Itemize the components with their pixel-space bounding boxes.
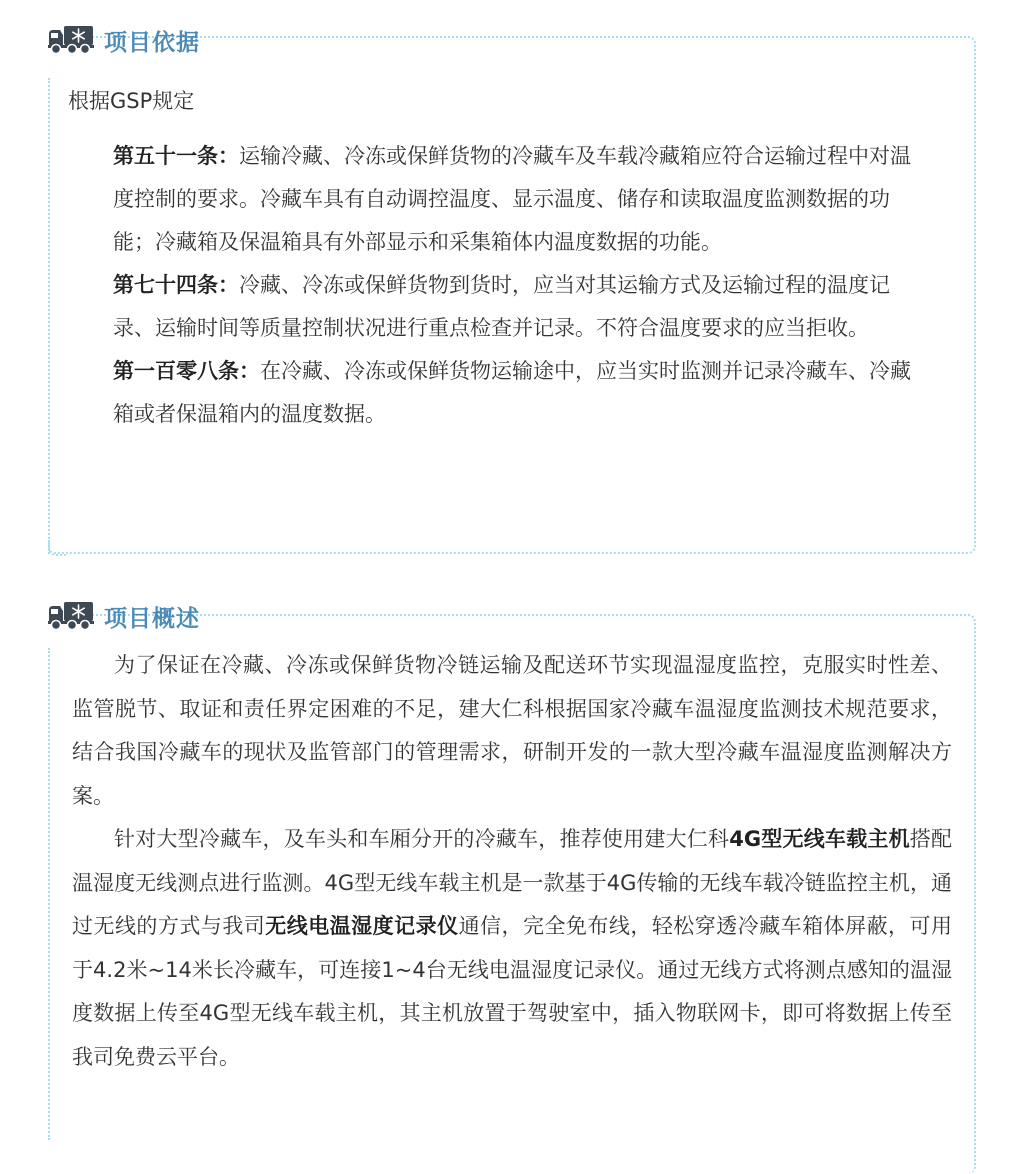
overview-paragraph-1: 为了保证在冷藏、冷冻或保鲜货物冷链运输及配送环节实现温湿度监控，克服实时性差、监管脱节、取证和责任界定困难的不足，建大仁科根据国家冷藏车温湿度监测技术规范要求，结合我国冷藏车的现状及监管部门的管理需求，研制开发的一款大型冷藏车温湿度监测解决方案。: [72, 653, 952, 808]
article-label: 第七十四条：: [113, 273, 239, 297]
article-108: [113, 350, 923, 436]
product-name-host: 4G型无线车载主机: [729, 827, 910, 851]
section-border-left: [48, 78, 50, 554]
section-project-overview: [0, 578, 1028, 1140]
article-label: 第一百零八条：: [113, 359, 260, 383]
section-project-basis: [0, 0, 1028, 560]
section-header: [48, 598, 200, 634]
section-border-left: [48, 648, 50, 1140]
article-74: [113, 264, 923, 350]
section-border-corner: [48, 540, 66, 556]
section-header: [48, 22, 200, 58]
section-title: 项目概述: [104, 605, 200, 632]
paragraph-text: 针对大型冷藏车，及车头和车厢分开的冷藏车，推荐使用建大仁科: [114, 827, 730, 851]
article-list: [113, 135, 923, 436]
product-name-recorder: 无线电温湿度记录仪: [265, 914, 459, 938]
article-text: 在冷藏、冷冻或保鲜货物运输途中，应当实时监测并记录冷藏车、冷藏箱或者保温箱内的温度数据。: [113, 359, 911, 426]
article-51: [113, 135, 923, 264]
refrigerated-truck-icon: [48, 25, 94, 55]
lead-text: 根据GSP规定: [68, 89, 195, 113]
section-title: 项目依据: [104, 29, 200, 56]
article-label: 第五十一条：: [113, 144, 239, 168]
refrigerated-truck-icon: [48, 601, 94, 631]
overview-paragraph-2: [72, 818, 952, 1079]
overview-body: [72, 644, 952, 1079]
article-text: 运输冷藏、冷冻或保鲜货物的冷藏车及车载冷藏箱应符合运输过程中对温度控制的要求。冷藏车具有自动调控温度、显示温度、储存和读取温度监测数据的功能；冷藏箱及保温箱具有外部显示和采集箱体内温度数据的功能。: [113, 144, 911, 254]
paragraph-text: 通信，完全免布线，轻松穿透冷藏车箱体屏蔽，可用于4.2米~14米长冷藏车，可连接1~4台无线电温湿度记录仪。通过无线方式将测点感知的温湿度数据上传至4G型无线车载主机，其主机放置于驾驶室中，插入物联网卡，即可将数据上传至我司免费云平台。: [72, 914, 953, 1069]
paragraph-text: 搭配温湿度无线测点进行监测。4G型无线车载主机是一款基于4G传输的无线车载冷链监控主机，通过无线的方式与我司: [72, 827, 952, 938]
article-text: 冷藏、冷冻或保鲜货物到货时，应当对其运输方式及运输过程的温度记录、运输时间等质量控制状况进行重点检查并记录。不符合温度要求的应当拒收。: [113, 273, 890, 340]
